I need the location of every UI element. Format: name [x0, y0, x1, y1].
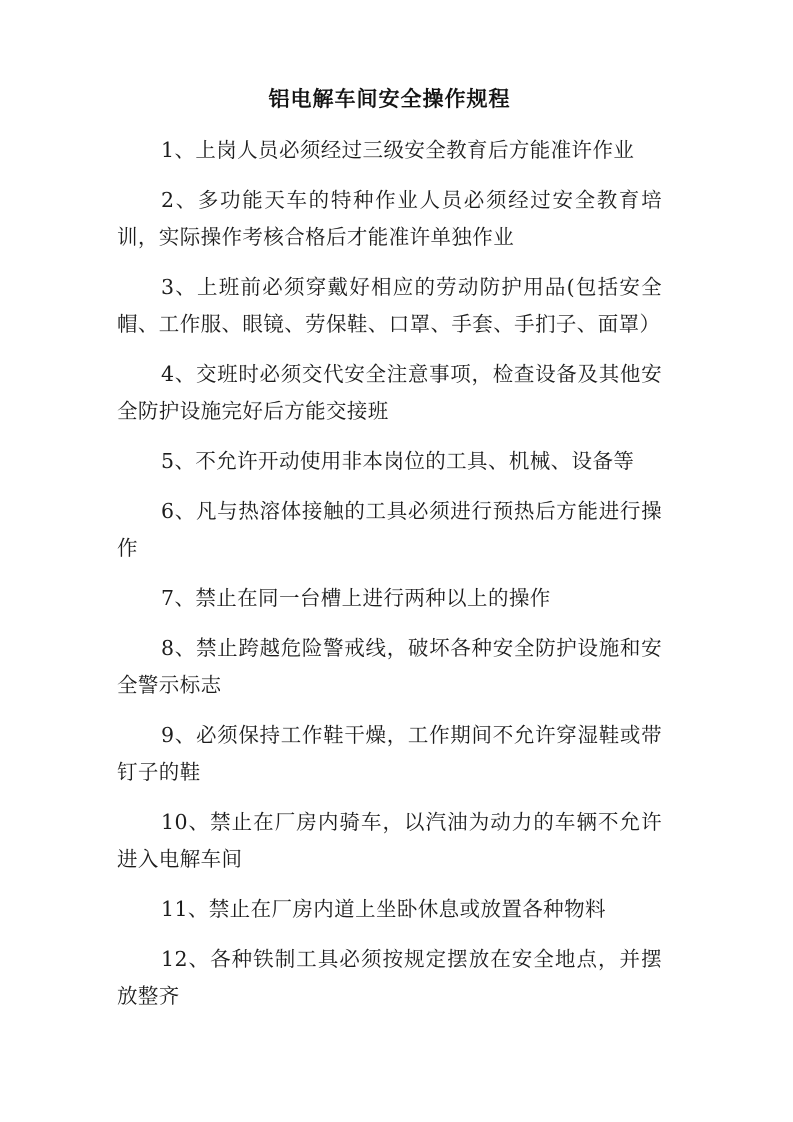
clause-item-3: 3、上班前必须穿戴好相应的劳动防护用品(包括安全帽、工作服、眼镜、劳保鞋、口罩、手套、手扪子、面罩）	[117, 275, 662, 336]
page-title: 铝电解车间安全操作规程	[268, 86, 511, 111]
clause-item-12: 12、各种铁制工具必须按规定摆放在安全地点，并摆放整齐	[117, 947, 662, 1008]
clause-item-6: 6、凡与热溶体接触的工具必须进行预热后方能进行操作	[117, 499, 662, 560]
clause-item-5: 5、不允许开动使用非本岗位的工具、机械、设备等	[161, 449, 635, 473]
document-body	[117, 84, 662, 1015]
clause-item-11: 11、禁止在厂房内道上坐卧休息或放置各种物料	[161, 897, 606, 921]
clause-item-9: 9、必须保持工作鞋干燥，工作期间不允许穿湿鞋或带钉子的鞋	[117, 723, 662, 784]
clause-list	[117, 132, 662, 1015]
clause-item-4: 4、交班时必须交代安全注意事项，检查设备及其他安全防护设施完好后方能交接班	[117, 362, 662, 423]
clause-item-8: 8、禁止跨越危险警戒线，破坏各种安全防护设施和安全警示标志	[117, 636, 662, 697]
clause-item-7: 7、禁止在同一台槽上进行两种以上的操作	[161, 586, 551, 610]
clause-item-1: 1、上岗人员必须经过三级安全教育后方能准许作业	[161, 138, 635, 162]
clause-item-2: 2、多功能天车的特种作业人员必须经过安全教育培训，实际操作考核合格后才能准许单独作业	[117, 188, 662, 249]
clause-item-10: 10、禁止在厂房内骑车，以汽油为动力的车辆不允许进入电解车间	[117, 810, 662, 871]
